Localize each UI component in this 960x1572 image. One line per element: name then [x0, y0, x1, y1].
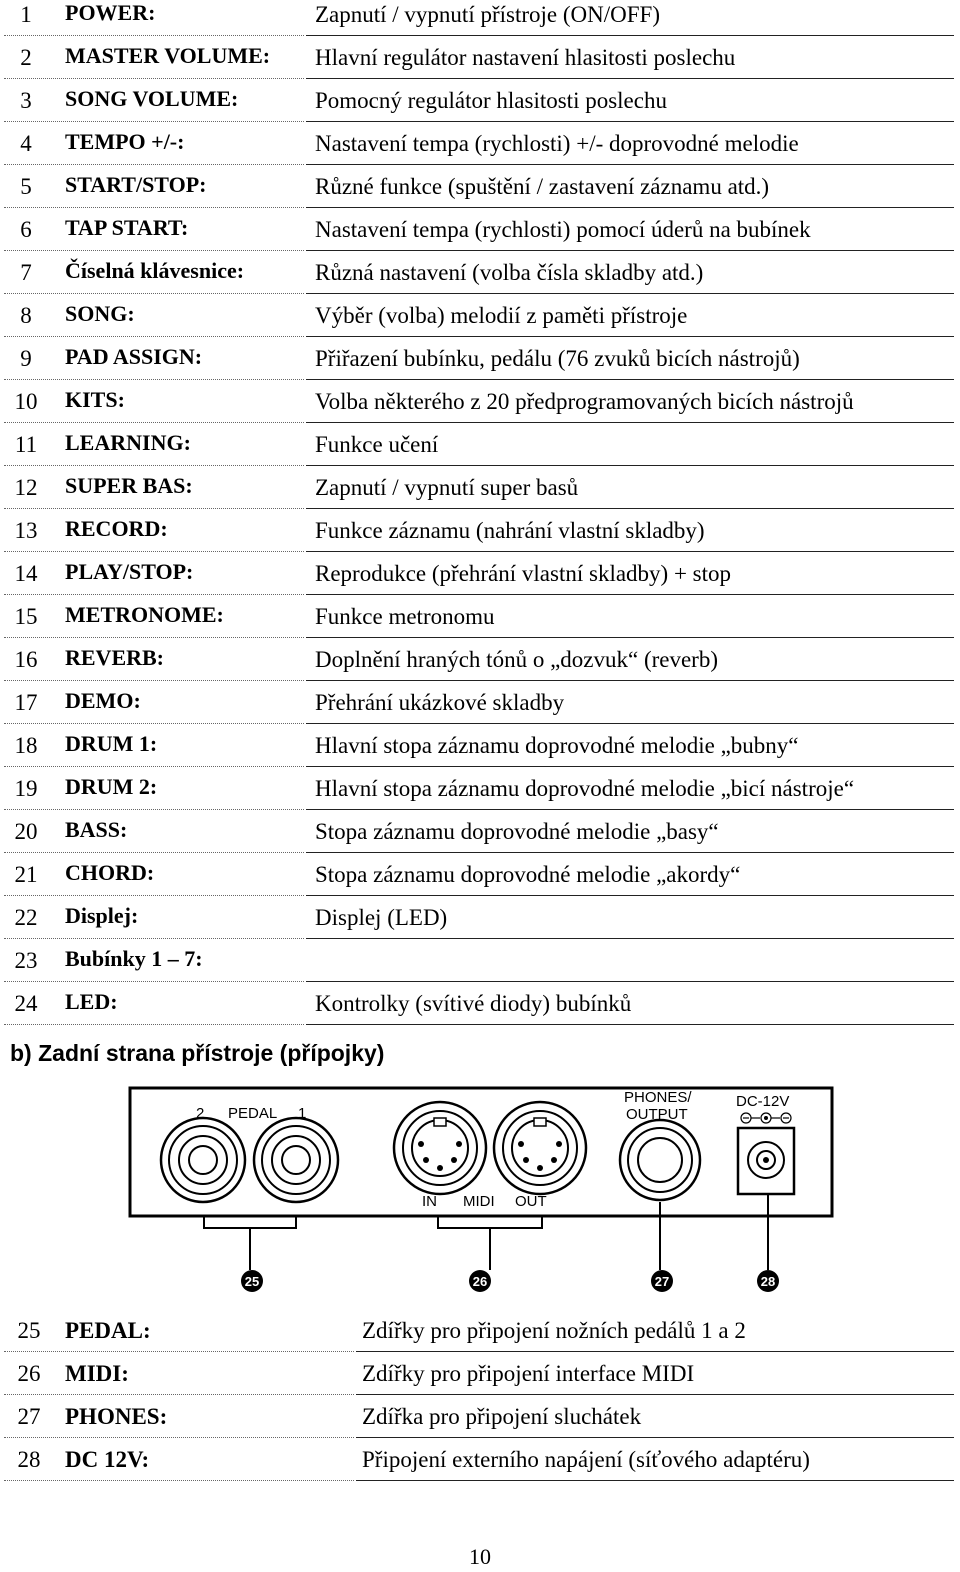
row-underline — [306, 164, 954, 165]
item-name: SONG: — [65, 301, 135, 326]
row-divider — [4, 981, 304, 982]
item-description: Výběr (volba) melodií z paměti přístroje — [315, 303, 688, 328]
row-divider — [4, 1480, 354, 1481]
row-underline — [306, 250, 954, 251]
pedal-label: PEDAL — [228, 1105, 278, 1122]
row-underline — [306, 637, 954, 638]
row-divider — [4, 35, 304, 36]
row-divider — [4, 465, 304, 466]
row-underline — [306, 938, 954, 939]
row-underline — [306, 78, 954, 79]
item-name: PLAY/STOP: — [65, 559, 194, 584]
row-divider — [4, 293, 304, 294]
item-name: TEMPO +/-: — [65, 129, 185, 154]
dc-label: DC-12V — [736, 1093, 790, 1110]
row-divider — [4, 379, 304, 380]
item-description: Zdířka pro připojení sluchátek — [362, 1404, 642, 1429]
table-row — [0, 0, 960, 43]
item-name: SUPER BAS: — [65, 473, 193, 498]
item-number: 1 — [20, 2, 32, 27]
item-number: 13 — [14, 518, 38, 543]
item-description: Přehrání ukázkové skladby — [315, 690, 565, 715]
row-underline — [356, 1394, 954, 1395]
item-name: METRONOME: — [65, 602, 224, 627]
row-divider — [4, 250, 304, 251]
row-divider — [4, 895, 304, 896]
table-row — [0, 473, 960, 516]
row-divider — [4, 1351, 354, 1352]
item-number: 25 — [17, 1318, 41, 1343]
table-row — [0, 1400, 960, 1443]
item-description: Funkce učení — [315, 432, 439, 457]
dc-jack-icon — [738, 1128, 794, 1194]
table-row — [0, 688, 960, 731]
page-number: 10 — [469, 1544, 491, 1569]
row-divider — [4, 207, 304, 208]
item-number: 15 — [14, 604, 38, 629]
item-name: LED: — [65, 989, 118, 1014]
item-description: Různá nastavení (volba čísla skladby atd.) — [315, 260, 704, 285]
table-row — [0, 86, 960, 129]
table-row — [0, 860, 960, 903]
table-row — [0, 817, 960, 860]
row-divider — [4, 336, 304, 337]
item-name: DRUM 1: — [65, 731, 158, 756]
table-row — [0, 43, 960, 86]
item-number: 26 — [17, 1361, 41, 1386]
item-description: Připojení externího napájení (síťového adaptéru) — [362, 1447, 810, 1472]
row-underline — [306, 207, 954, 208]
row-underline — [306, 723, 954, 724]
row-underline — [306, 895, 954, 896]
callout-25 — [241, 1270, 263, 1292]
item-number: 8 — [20, 303, 32, 328]
item-description: Funkce metronomu — [315, 604, 495, 629]
row-underline — [306, 121, 954, 122]
svg-text:26: 26 — [472, 1274, 488, 1289]
row-divider — [4, 508, 304, 509]
row-divider — [4, 164, 304, 165]
callout-26 — [469, 1270, 491, 1292]
row-underline — [306, 35, 954, 36]
table-row — [0, 387, 960, 430]
row-divider — [4, 1394, 354, 1395]
row-divider — [4, 1024, 304, 1025]
item-number: 11 — [14, 432, 38, 457]
item-description: Volba některého z 20 předprogramovaných bicích nástrojů — [315, 389, 854, 414]
row-underline — [306, 809, 954, 810]
row-underline — [306, 379, 954, 380]
rear-panel-diagram — [0, 1080, 960, 1302]
item-name: RECORD: — [65, 516, 168, 541]
item-description: Kontrolky (svítivé diody) bubínků — [315, 991, 632, 1016]
item-name: START/STOP: — [65, 172, 207, 197]
item-name: MASTER VOLUME: — [65, 43, 271, 68]
item-description: Funkce záznamu (nahrání vlastní skladby) — [315, 518, 705, 543]
row-underline — [306, 852, 954, 853]
pedal-right-number: 1 — [298, 1105, 307, 1122]
item-number: 9 — [20, 346, 32, 371]
pedal-left-number: 2 — [196, 1105, 205, 1122]
row-underline — [306, 1024, 954, 1025]
pedal-bracket — [204, 1216, 296, 1228]
table-row — [0, 602, 960, 645]
row-underline — [356, 1437, 954, 1438]
item-description: Reprodukce (přehrání vlastní skladby) + stop — [315, 561, 732, 586]
row-divider — [4, 637, 304, 638]
item-name: REVERB: — [65, 645, 165, 670]
table-row — [0, 1357, 960, 1400]
row-divider — [4, 852, 304, 853]
item-name: KITS: — [65, 387, 125, 412]
row-divider — [4, 680, 304, 681]
item-number: 7 — [20, 260, 32, 285]
row-underline — [306, 551, 954, 552]
table-row — [0, 172, 960, 215]
item-name: BASS: — [65, 817, 128, 842]
row-underline — [306, 680, 954, 681]
item-name: Displej: — [65, 903, 139, 928]
item-number: 14 — [14, 561, 38, 586]
table-row — [0, 301, 960, 344]
item-description: Stopa záznamu doprovodné melodie „akordy“ — [315, 862, 741, 887]
item-number: 24 — [14, 991, 38, 1016]
item-description: Stopa záznamu doprovodné melodie „basy“ — [315, 819, 719, 844]
row-divider — [4, 938, 304, 939]
item-number: 20 — [14, 819, 38, 844]
item-number: 2 — [20, 45, 32, 70]
row-divider — [4, 594, 304, 595]
item-number: 6 — [20, 217, 32, 242]
midi-label: MIDI — [463, 1193, 495, 1210]
item-number: 4 — [20, 131, 32, 156]
svg-text:25: 25 — [244, 1274, 260, 1289]
callout-27 — [651, 1270, 673, 1292]
item-number: 5 — [20, 174, 32, 199]
table-row — [0, 129, 960, 172]
row-divider — [4, 766, 304, 767]
table-row — [0, 516, 960, 559]
item-description: Zapnutí / vypnutí přístroje (ON/OFF) — [315, 2, 660, 27]
item-description: Hlavní stopa záznamu doprovodné melodie „bicí nástroje“ — [315, 776, 855, 801]
table-row — [0, 989, 960, 1032]
item-description: Pomocný regulátor hlasitosti poslechu — [315, 88, 667, 113]
item-name: LEARNING: — [65, 430, 191, 455]
row-underline — [306, 336, 954, 337]
row-divider — [4, 809, 304, 810]
item-number: 19 — [14, 776, 38, 801]
svg-text:27: 27 — [654, 1274, 670, 1289]
table-row — [0, 1443, 960, 1486]
item-description: Nastavení tempa (rychlosti) +/- doprovodné melodie — [315, 131, 799, 156]
table-row — [0, 946, 960, 989]
item-name: DC 12V: — [65, 1447, 150, 1472]
item-number: 3 — [20, 88, 32, 113]
row-divider — [4, 422, 304, 423]
callout-28 — [757, 1270, 779, 1292]
item-description: Zdířky pro připojení nožních pedálů 1 a 2 — [362, 1318, 746, 1343]
item-name: DRUM 2: — [65, 774, 158, 799]
item-description: Přiřazení bubínku, pedálu (76 zvuků bicích nástrojů) — [315, 346, 800, 371]
item-description: Hlavní stopa záznamu doprovodné melodie „bubny“ — [315, 733, 799, 758]
midi-in-label: IN — [422, 1193, 437, 1210]
table-row — [0, 1314, 960, 1357]
item-number: 17 — [14, 690, 38, 715]
item-description: Zdířky pro připojení interface MIDI — [362, 1361, 695, 1386]
row-underline — [306, 594, 954, 595]
row-underline — [306, 766, 954, 767]
midi-out-label: OUT — [515, 1193, 547, 1210]
item-number: 18 — [14, 733, 38, 758]
item-description: Hlavní regulátor nastavení hlasitosti poslechu — [315, 45, 736, 70]
row-underline — [306, 422, 954, 423]
phones-label-line2: OUTPUT — [626, 1106, 688, 1123]
item-name: TAP START: — [65, 215, 189, 240]
table-row — [0, 645, 960, 688]
item-name: CHORD: — [65, 860, 155, 885]
item-number: 23 — [14, 948, 38, 973]
row-divider — [4, 78, 304, 79]
table-row — [0, 215, 960, 258]
row-underline — [306, 508, 954, 509]
midi-bracket — [438, 1216, 542, 1228]
item-number: 28 — [17, 1447, 41, 1472]
item-number: 27 — [17, 1404, 41, 1429]
row-divider — [4, 121, 304, 122]
svg-text:28: 28 — [760, 1274, 776, 1289]
row-underline — [356, 1351, 954, 1352]
item-name: PHONES: — [65, 1404, 168, 1429]
row-underline — [306, 981, 954, 982]
item-number: 16 — [14, 647, 38, 672]
row-divider — [4, 551, 304, 552]
item-description: Různé funkce (spuštění / zastavení záznamu atd.) — [315, 174, 770, 199]
item-description: Doplnění hraných tónů o „dozvuk“ (reverb) — [315, 647, 718, 672]
controls-list-bottom — [0, 1314, 960, 1486]
table-row — [0, 903, 960, 946]
table-row — [0, 258, 960, 301]
item-number: 10 — [14, 389, 38, 414]
item-name: PAD ASSIGN: — [65, 344, 203, 369]
row-underline — [306, 293, 954, 294]
phones-label-line1: PHONES/ — [624, 1089, 692, 1106]
table-row — [0, 774, 960, 817]
item-number: 12 — [14, 475, 38, 500]
item-name: Bubínky 1 – 7: — [65, 946, 203, 971]
row-divider — [4, 1437, 354, 1438]
item-description: Zapnutí / vypnutí super basů — [315, 475, 579, 500]
row-divider — [4, 723, 304, 724]
table-row — [0, 559, 960, 602]
table-row — [0, 731, 960, 774]
table-row — [0, 344, 960, 387]
item-name: POWER: — [65, 0, 156, 25]
item-name: DEMO: — [65, 688, 141, 713]
item-description: Nastavení tempa (rychlosti) pomocí úderů na bubínek — [315, 217, 811, 242]
row-underline — [306, 465, 954, 466]
item-name: PEDAL: — [65, 1318, 151, 1343]
item-description: Displej (LED) — [315, 905, 448, 930]
item-number: 22 — [14, 905, 38, 930]
table-row — [0, 430, 960, 473]
item-name: MIDI: — [65, 1361, 129, 1386]
item-number: 21 — [14, 862, 38, 887]
item-name: Číselná klávesnice: — [65, 258, 245, 283]
row-underline — [356, 1480, 954, 1481]
section-title: b) Zadní strana přístroje (přípojky) — [10, 1040, 385, 1066]
item-name: SONG VOLUME: — [65, 86, 239, 111]
